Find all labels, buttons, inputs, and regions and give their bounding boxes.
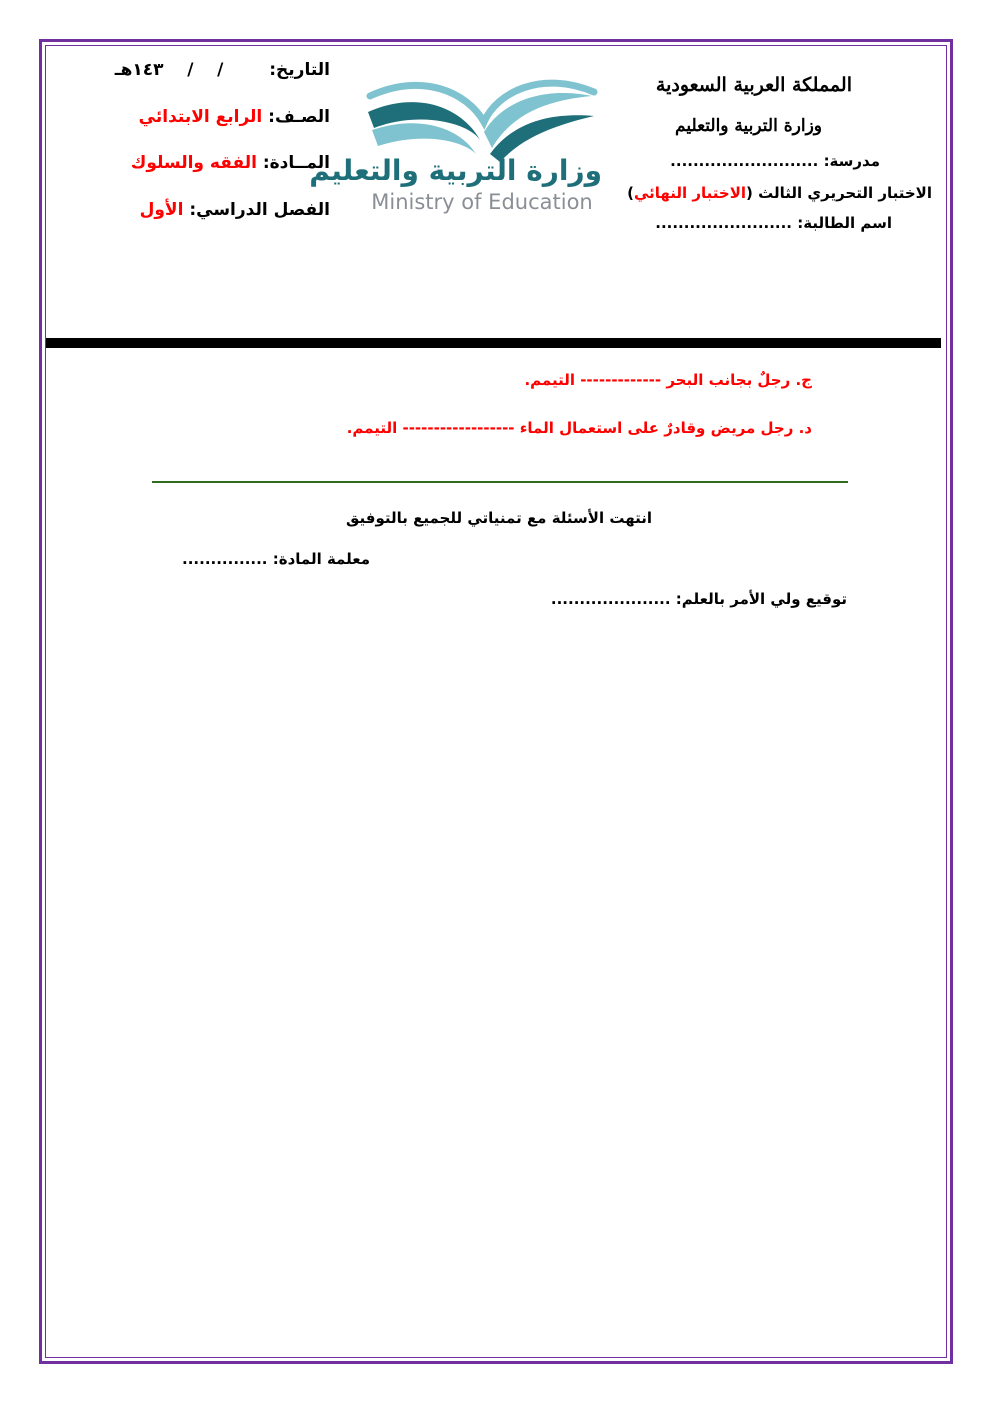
subject-line: [131, 153, 330, 173]
grade-label: الصـف:: [268, 107, 330, 127]
ministry-logo: [309, 62, 602, 220]
grade-value: الرابع الابتدائي: [138, 107, 263, 127]
guardian-signature-line: توقيع ولي الأمر بالعلم: .....................: [550, 590, 847, 608]
student-name-line: [655, 214, 892, 232]
subject-value: الفقه والسلوك: [130, 153, 257, 173]
closing-divider: [152, 481, 848, 483]
question-item-d: د. رجل مريض وقادرٌ على استعمال الماء ------------------ التيمم.: [346, 419, 812, 437]
teacher-signature-line: معلمة المادة: ...............: [182, 550, 370, 568]
school-line: [670, 152, 880, 170]
logo-english-text: Ministry of Education: [371, 190, 593, 214]
ministry-title: وزارة التربية والتعليم: [675, 116, 822, 136]
logo-arabic-text: وزارة التربية والتعليم: [309, 154, 602, 187]
school-dots: ..........................: [670, 152, 819, 170]
semester-label: الفصل الدراسي:: [189, 200, 330, 220]
date-line: [115, 60, 330, 80]
kingdom-title: المملكة العربية السعودية: [655, 74, 852, 96]
exam-title-suffix: ): [627, 184, 634, 202]
exam-title-prefix: الاختبار التحريري الثالث (: [746, 184, 932, 202]
student-label: اسم الطالبة:: [797, 214, 892, 232]
grade-line: [139, 107, 330, 127]
subject-label: المــادة:: [262, 153, 330, 173]
closing-wishes: انتهت الأسئلة مع تمنياتي للجميع بالتوفيق: [346, 509, 652, 527]
semester-value: الأول: [139, 200, 184, 220]
exam-title-highlight: الاختبار النهائي: [633, 184, 747, 202]
semester-line: [140, 200, 330, 220]
exam-title: [627, 184, 932, 202]
date-value: / / ١٤٣هـ: [114, 60, 224, 80]
student-dots: ........................: [655, 214, 793, 232]
header-divider: [46, 338, 941, 348]
date-label: التاريخ:: [269, 60, 330, 80]
school-label: مدرسة:: [823, 152, 880, 170]
question-item-c: ج. رجلٌ بجانب البحر ------------- التيمم.: [524, 371, 812, 389]
page-border-inner: [45, 45, 947, 1358]
